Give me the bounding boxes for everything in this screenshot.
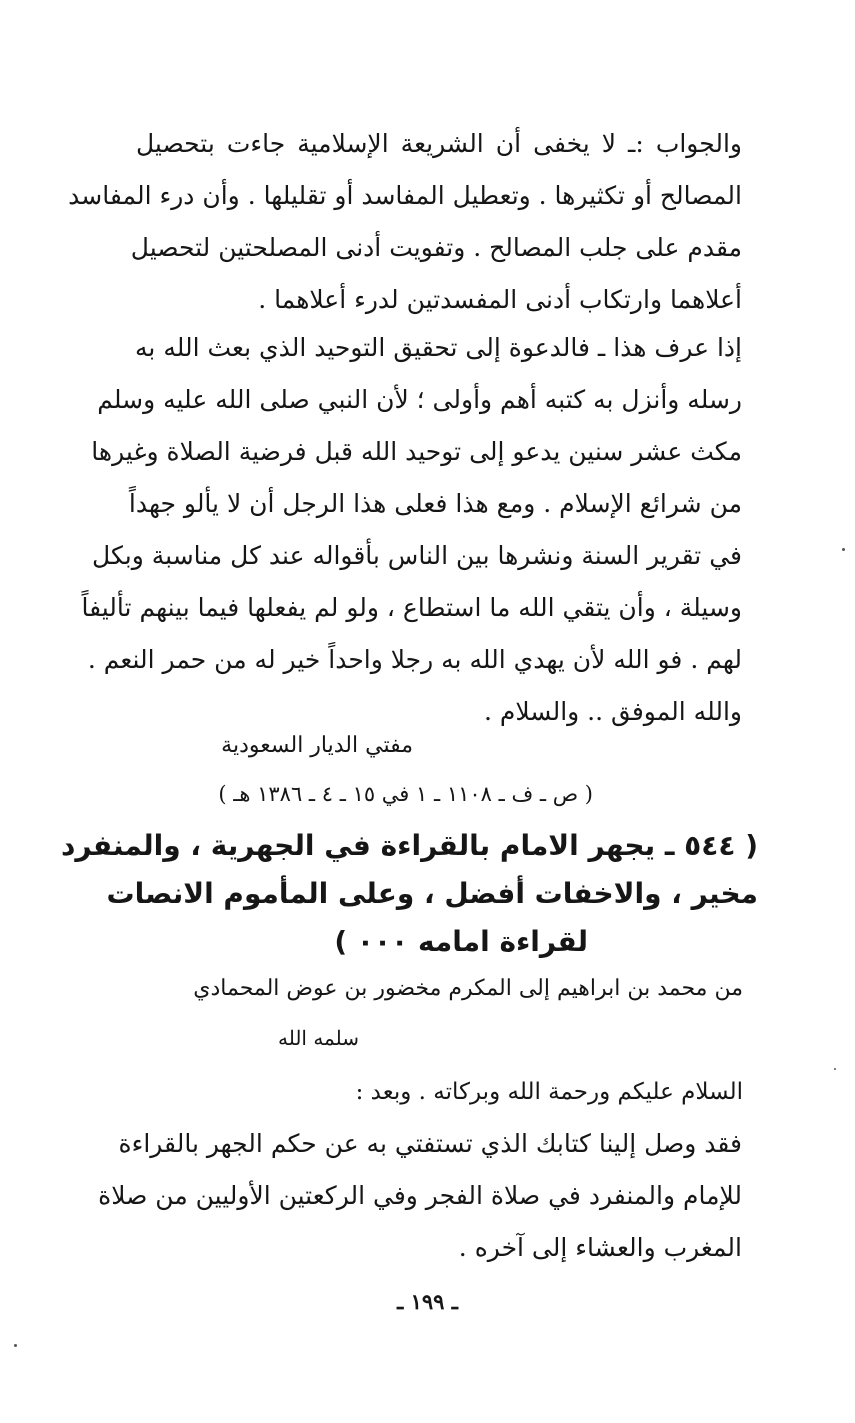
page-number: ـ ١٩٩ ـ <box>397 1289 458 1314</box>
scan-speck <box>14 1344 17 1347</box>
letter-paragraph <box>98 1118 742 1274</box>
paragraph-line: إذا عرف هذا ـ فالدعوة إلى تحقيق التوحيد الذي بعث الله به <box>135 333 742 362</box>
scan-speck <box>842 548 845 551</box>
paragraph-line: مكث عشر سنين يدعو إلى توحيد الله قبل فرضية الصلاة وغيرها <box>91 437 742 466</box>
answer-line: أعلاهما وارتكاب أدنى المفسدتين لدرء أعلاهما . <box>258 285 742 314</box>
fatwa-reference: ( ص ـ ف ـ ١١٠٨ ـ ١ في ١٥ ـ ٤ ـ ١٣٨٦ هـ ) <box>218 782 593 806</box>
letter-greeting: السلام عليكم ورحمة الله وبركاته . وبعد : <box>355 1079 743 1105</box>
second-paragraph <box>81 322 742 738</box>
answer-paragraph <box>68 118 742 326</box>
fatwa-heading <box>61 822 758 966</box>
answer-line: والجواب :ـ لا يخفى أن الشريعة الإسلامية جاءت بتحصيل <box>136 129 742 158</box>
paragraph-line: في تقرير السنة ونشرها بين الناس بأقواله عند كل مناسبة وبكل <box>92 541 742 570</box>
letter-line: للإمام والمنفرد في صلاة الفجر وفي الركعتين الأوليين من صلاة <box>98 1181 742 1210</box>
paragraph-line: والله الموفق .. والسلام . <box>483 697 742 726</box>
answer-line: مقدم على جلب المصالح . وتفويت أدنى المصلحتين لتحصيل <box>130 233 742 262</box>
paragraph-line: من شرائع الإسلام . ومع هذا فعلى هذا الرجل أن لا يألو جهداً <box>128 489 742 518</box>
paragraph-line: وسيلة ، وأن يتقي الله ما استطاع ، ولو لم يفعلها فيما بينهم تأليفاً <box>81 593 742 622</box>
letter-addressee: من محمد بن ابراهيم إلى المكرم مخضور بن عوض المحمادي <box>193 976 743 1001</box>
scan-speck <box>834 1068 836 1070</box>
letter-line: فقد وصل إلينا كتابك الذي تستفتي به عن حكم الجهر بالقراءة <box>118 1129 742 1158</box>
paragraph-line: لهم . فو الله لأن يهدي الله به رجلا واحداً خير له من حمر النعم . <box>87 645 742 674</box>
heading-line: لقراءة امامه ٠٠٠ ) <box>334 925 588 958</box>
addressee-blessing: سلمه الله <box>277 1026 359 1050</box>
answer-line: المصالح أو تكثيرها . وتعطيل المفاسد أو تقليلها . وأن درء المفاسد <box>68 181 742 210</box>
heading-line: مخير ، والاخفات أفضل ، وعلى المأموم الانصات <box>106 877 758 910</box>
heading-line: ( ٥٤٤ ـ يجهر الامام بالقراءة في الجهرية ، والمنفرد <box>61 829 758 862</box>
signature-title: مفتي الديار السعودية <box>221 733 413 758</box>
letter-line: المغرب والعشاء إلى آخره . <box>458 1233 742 1262</box>
paragraph-line: رسله وأنزل به كتبه أهم وأولى ؛ لأن النبي صلى الله عليه وسلم <box>97 385 742 414</box>
